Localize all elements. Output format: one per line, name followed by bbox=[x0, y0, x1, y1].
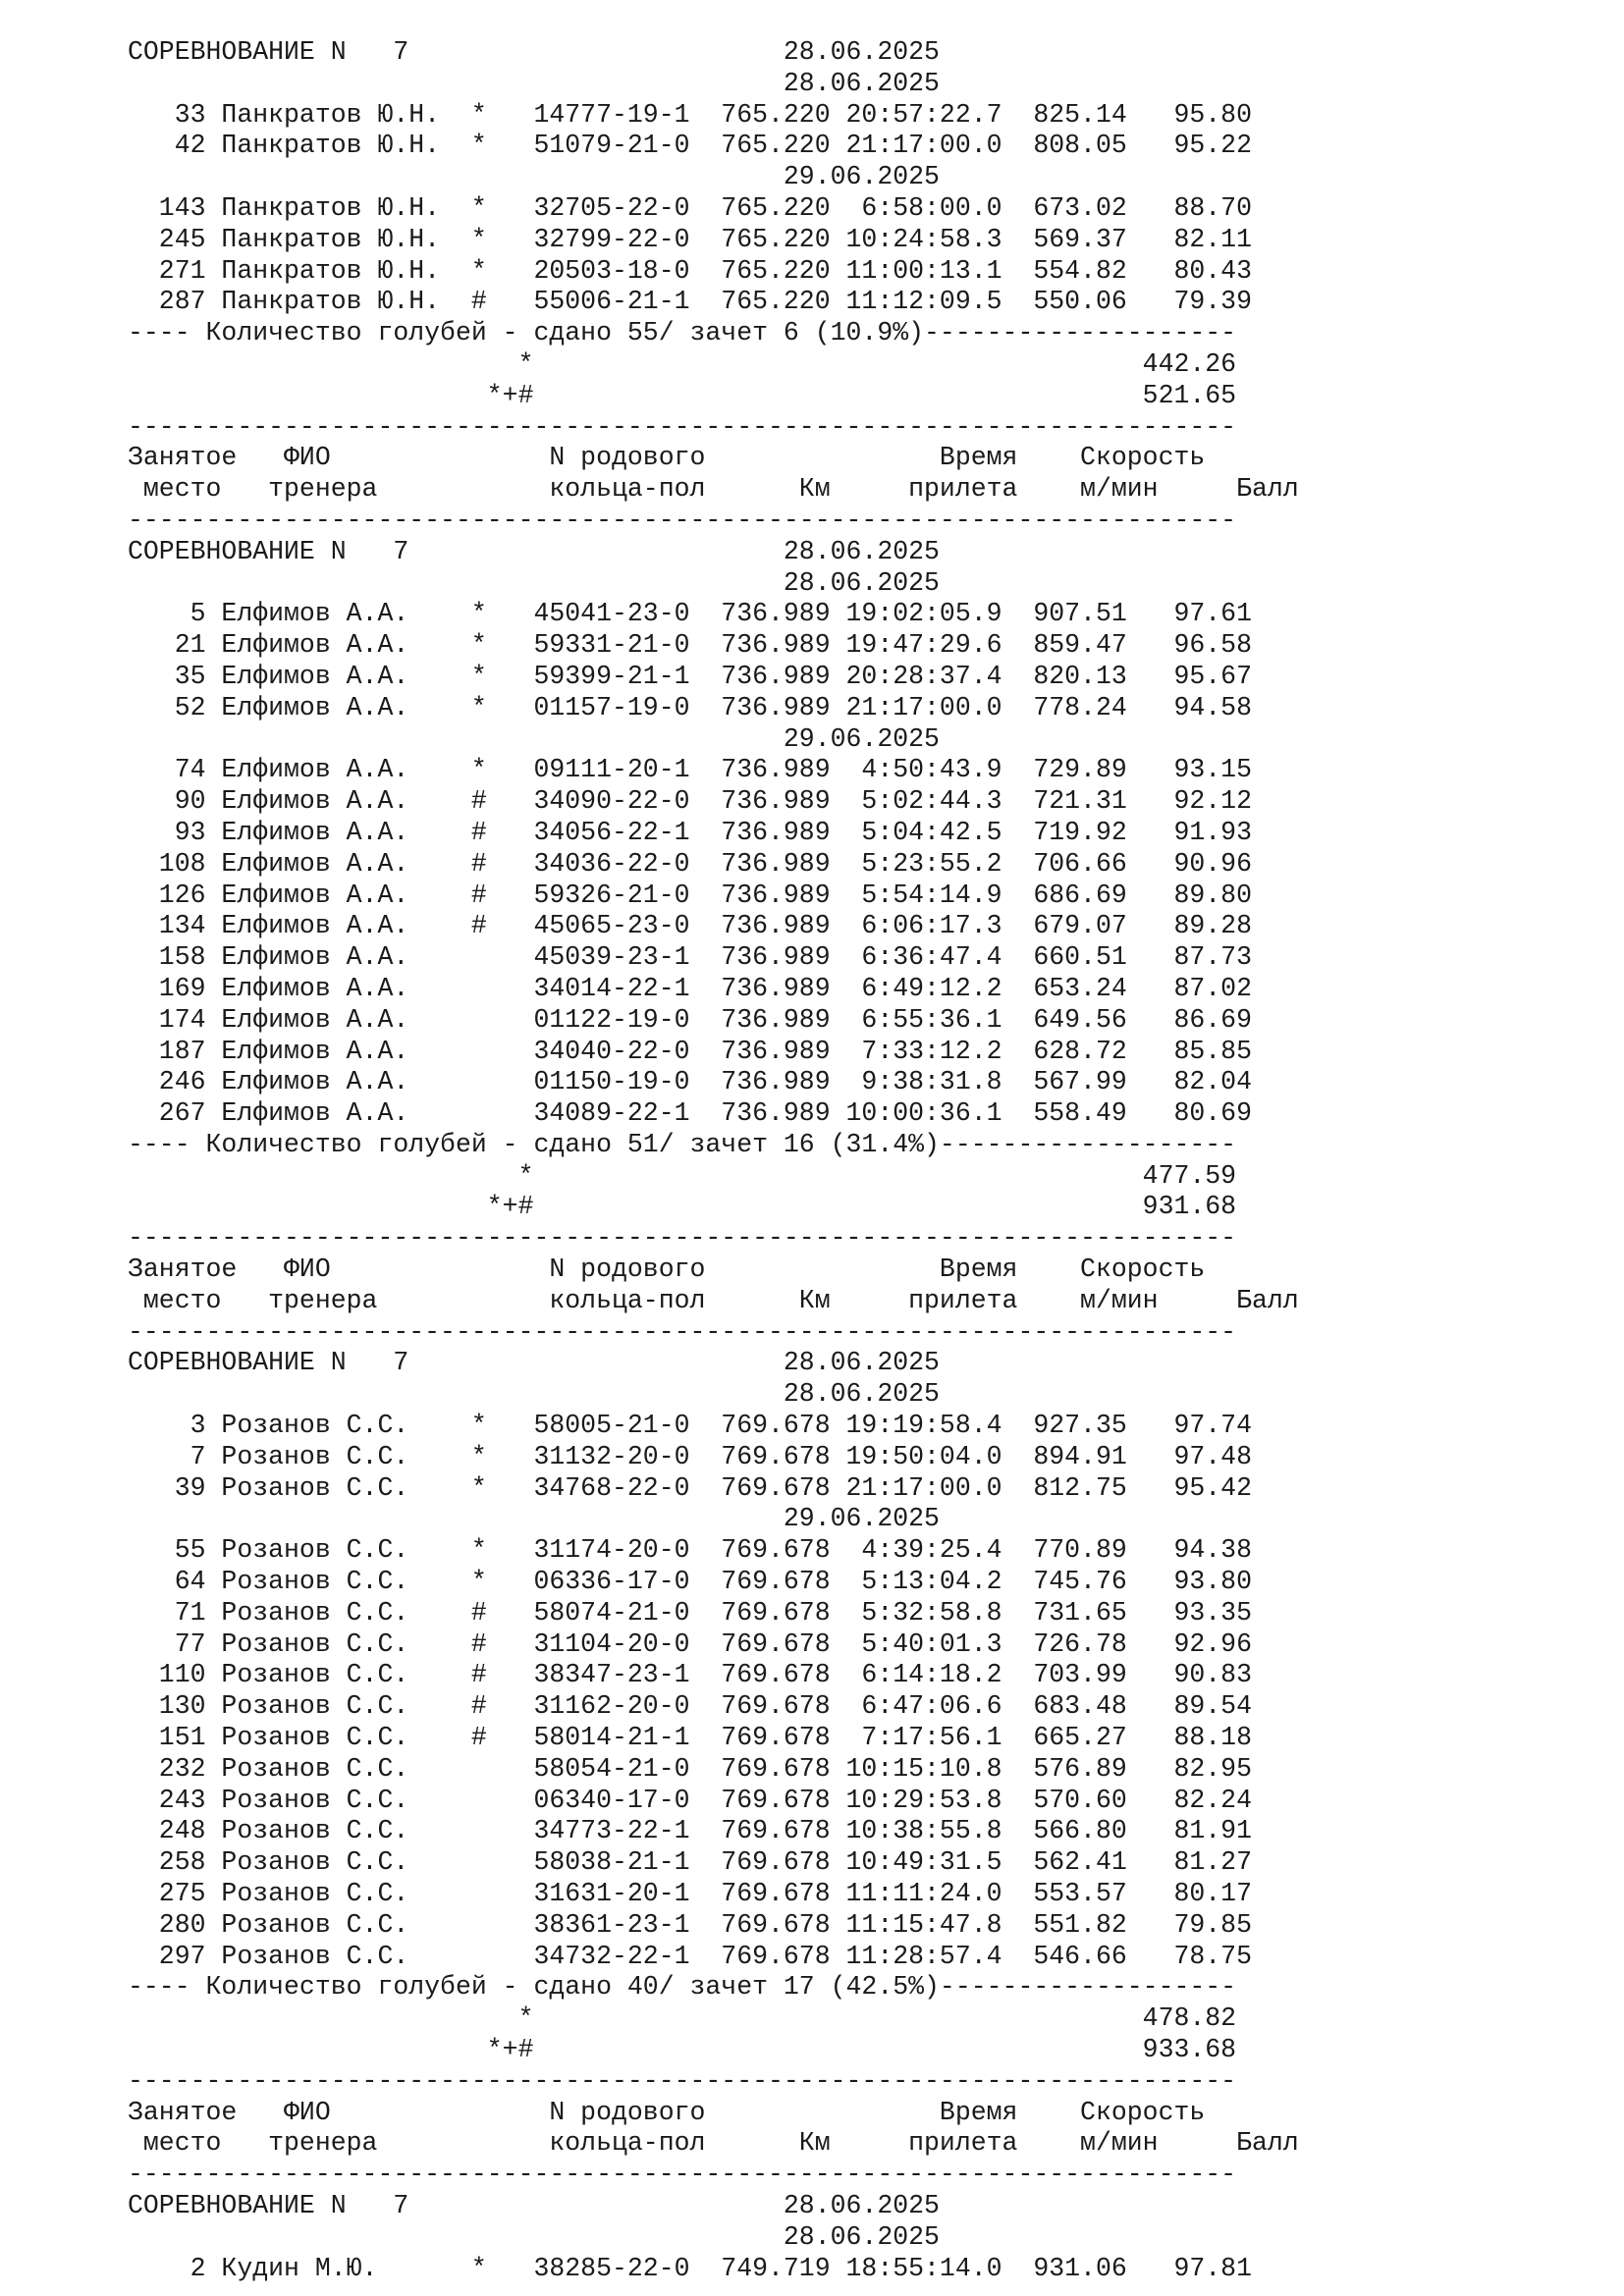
table-row: 246 Елфимов А.А. 01150-19-0 736.989 9:38:31.8 567.99 82.04 bbox=[128, 1067, 1252, 1097]
pigeon-count-summary: ---- Количество голубей - сдано 51/ зачет 16 (31.4%)------------------- bbox=[128, 1129, 1237, 1159]
table-row: 130 Розанов С.С. # 31162-20-0 769.678 6:47:06.6 683.48 89.54 bbox=[128, 1691, 1252, 1722]
total-star: * 478.82 bbox=[128, 2003, 1237, 2034]
date-heading: 29.06.2025 bbox=[128, 162, 940, 192]
separator-line: ----------------------------------------------------------------------- bbox=[128, 1316, 1237, 1347]
table-row: 232 Розанов С.С. 58054-21-0 769.678 10:15:10.8 576.89 82.95 bbox=[128, 1753, 1252, 1784]
table-row: 243 Розанов С.С. 06340-17-0 769.678 10:29:53.8 570.60 82.24 bbox=[128, 1785, 1252, 1815]
date-heading: 28.06.2025 bbox=[128, 567, 940, 598]
competition-title: СОРЕВНОВАНИЕ N 7 28.06.2025 bbox=[128, 1348, 940, 1378]
table-header-row-1: Занятое ФИО N родового Время Скорость bbox=[128, 443, 1206, 473]
total-star: * 477.59 bbox=[128, 1160, 1237, 1191]
table-row: 64 Розанов С.С. * 06336-17-0 769.678 5:13:04.2 745.76 93.80 bbox=[128, 1567, 1252, 1597]
table-row: 143 Панкратов Ю.Н. * 32705-22-0 765.220 6:58:00.0 673.02 88.70 bbox=[128, 192, 1252, 223]
date-heading: 28.06.2025 bbox=[128, 2221, 940, 2252]
table-row: 2 Кудин М.Ю. * 38285-22-0 749.719 18:55:14.0 931.06 97.81 bbox=[128, 2253, 1252, 2283]
table-row: 3 Розанов С.С. * 58005-21-0 769.678 19:19:58.4 927.35 97.74 bbox=[128, 1411, 1252, 1441]
table-row: 21 Елфимов А.А. * 59331-21-0 736.989 19:47:29.6 859.47 96.58 bbox=[128, 630, 1252, 661]
table-row: 151 Розанов С.С. # 58014-21-1 769.678 7:17:56.1 665.27 88.18 bbox=[128, 1723, 1252, 1753]
total-star-plus-hash: *+# 931.68 bbox=[128, 1192, 1237, 1222]
table-row: 74 Елфимов А.А. * 09111-20-1 736.989 4:50:43.9 729.89 93.15 bbox=[128, 755, 1252, 785]
table-header-row-2: место тренера кольца-пол Км прилета м/мин Балл bbox=[128, 1285, 1299, 1315]
table-header-row-2: место тренера кольца-пол Км прилета м/мин Балл bbox=[128, 474, 1299, 505]
table-row: 248 Розанов С.С. 34773-22-1 769.678 10:38:55.8 566.80 81.91 bbox=[128, 1816, 1252, 1846]
table-row: 287 Панкратов Ю.Н. # 55006-21-1 765.220 11:12:09.5 550.06 79.39 bbox=[128, 287, 1252, 317]
total-star: * 442.26 bbox=[128, 348, 1237, 379]
total-star-plus-hash: *+# 933.68 bbox=[128, 2035, 1237, 2064]
table-row: 108 Елфимов А.А. # 34036-22-0 736.989 5:23:55.2 706.66 90.96 bbox=[128, 848, 1252, 879]
table-row: 33 Панкратов Ю.Н. * 14777-19-1 765.220 20:57:22.7 825.14 95.80 bbox=[128, 99, 1252, 130]
competition-title: СОРЕВНОВАНИЕ N 7 28.06.2025 bbox=[128, 536, 940, 566]
pigeon-count-summary: ---- Количество голубей - сдано 40/ зачет 17 (42.5%)------------------- bbox=[128, 1972, 1237, 2002]
table-row: 158 Елфимов А.А. 45039-23-1 736.989 6:36:47.4 660.51 87.73 bbox=[128, 942, 1252, 973]
date-heading: 29.06.2025 bbox=[128, 723, 940, 754]
table-header-row-2: место тренера кольца-пол Км прилета м/мин Балл bbox=[128, 2128, 1299, 2159]
table-row: 174 Елфимов А.А. 01122-19-0 736.989 6:55:36.1 649.56 86.69 bbox=[128, 1004, 1252, 1035]
table-row: 245 Панкратов Ю.Н. * 32799-22-0 765.220 10:24:58.3 569.37 82.11 bbox=[128, 224, 1252, 254]
results-printout bbox=[128, 37, 1542, 2284]
table-row: 280 Розанов С.С. 38361-23-1 769.678 11:15:47.8 551.82 79.85 bbox=[128, 1909, 1252, 1940]
competition-title: СОРЕВНОВАНИЕ N 7 28.06.2025 bbox=[128, 37, 940, 67]
table-row: 35 Елфимов А.А. * 59399-21-1 736.989 20:28:37.4 820.13 95.67 bbox=[128, 661, 1252, 691]
table-row: 77 Розанов С.С. # 31104-20-0 769.678 5:40:01.3 726.78 92.96 bbox=[128, 1629, 1252, 1659]
table-row: 42 Панкратов Ю.Н. * 51079-21-0 765.220 21:17:00.0 808.05 95.22 bbox=[128, 131, 1252, 161]
separator-line: ----------------------------------------------------------------------- bbox=[128, 505, 1237, 535]
date-heading: 28.06.2025 bbox=[128, 68, 940, 98]
table-row: 7 Розанов С.С. * 31132-20-0 769.678 19:50:04.0 894.91 97.48 bbox=[128, 1441, 1252, 1471]
table-row: 5 Елфимов А.А. * 45041-23-0 736.989 19:02:05.9 907.51 97.61 bbox=[128, 599, 1252, 629]
table-row: 110 Розанов С.С. # 38347-23-1 769.678 6:14:18.2 703.99 90.83 bbox=[128, 1660, 1252, 1690]
table-row: 271 Панкратов Ю.Н. * 20503-18-0 765.220 11:00:13.1 554.82 80.43 bbox=[128, 255, 1252, 286]
table-row: 187 Елфимов А.А. 34040-22-0 736.989 7:33:12.2 628.72 85.85 bbox=[128, 1036, 1252, 1066]
table-row: 126 Елфимов А.А. # 59326-21-0 736.989 5:54:14.9 686.69 89.80 bbox=[128, 880, 1252, 910]
table-row: 52 Елфимов А.А. * 01157-19-0 736.989 21:17:00.0 778.24 94.58 bbox=[128, 692, 1252, 722]
separator-line: ----------------------------------------------------------------------- bbox=[128, 411, 1237, 442]
table-row: 71 Розанов С.С. # 58074-21-0 769.678 5:32:58.8 731.65 93.35 bbox=[128, 1597, 1252, 1628]
table-row: 55 Розанов С.С. * 31174-20-0 769.678 4:39:25.4 770.89 94.38 bbox=[128, 1535, 1252, 1566]
total-star-plus-hash: *+# 521.65 bbox=[128, 380, 1237, 410]
table-header-row-1: Занятое ФИО N родового Время Скорость bbox=[128, 1255, 1206, 1285]
date-heading: 28.06.2025 bbox=[128, 1379, 940, 1410]
table-header-row-1: Занятое ФИО N родового Время Скорость bbox=[128, 2097, 1206, 2127]
table-row: 275 Розанов С.С. 31631-20-1 769.678 11:11:24.0 553.57 80.17 bbox=[128, 1879, 1252, 1909]
table-row: 267 Елфимов А.А. 34089-22-1 736.989 10:00:36.1 558.49 80.69 bbox=[128, 1098, 1252, 1129]
table-row: 39 Розанов С.С. * 34768-22-0 769.678 21:17:00.0 812.75 95.42 bbox=[128, 1472, 1252, 1503]
table-row: 169 Елфимов А.А. 34014-22-1 736.989 6:49:12.2 653.24 87.02 bbox=[128, 973, 1252, 1003]
pigeon-count-summary: ---- Количество голубей - сдано 55/ зачет 6 (10.9%)-------------------- bbox=[128, 318, 1237, 348]
separator-line: ----------------------------------------------------------------------- bbox=[128, 2065, 1237, 2096]
table-row: 93 Елфимов А.А. # 34056-22-1 736.989 5:04:42.5 719.92 91.93 bbox=[128, 817, 1252, 847]
competition-title: СОРЕВНОВАНИЕ N 7 28.06.2025 bbox=[128, 2190, 940, 2220]
date-heading: 29.06.2025 bbox=[128, 1504, 940, 1534]
table-row: 258 Розанов С.С. 58038-21-1 769.678 10:49:31.5 562.41 81.27 bbox=[128, 1847, 1252, 1878]
table-row: 134 Елфимов А.А. # 45065-23-0 736.989 6:06:17.3 679.07 89.28 bbox=[128, 911, 1252, 941]
table-row: 297 Розанов С.С. 34732-22-1 769.678 11:28:57.4 546.66 78.75 bbox=[128, 1941, 1252, 1971]
separator-line: ----------------------------------------------------------------------- bbox=[128, 2160, 1237, 2190]
separator-line: ----------------------------------------------------------------------- bbox=[128, 1223, 1237, 1254]
table-row: 90 Елфимов А.А. # 34090-22-0 736.989 5:02:44.3 721.31 92.12 bbox=[128, 786, 1252, 817]
